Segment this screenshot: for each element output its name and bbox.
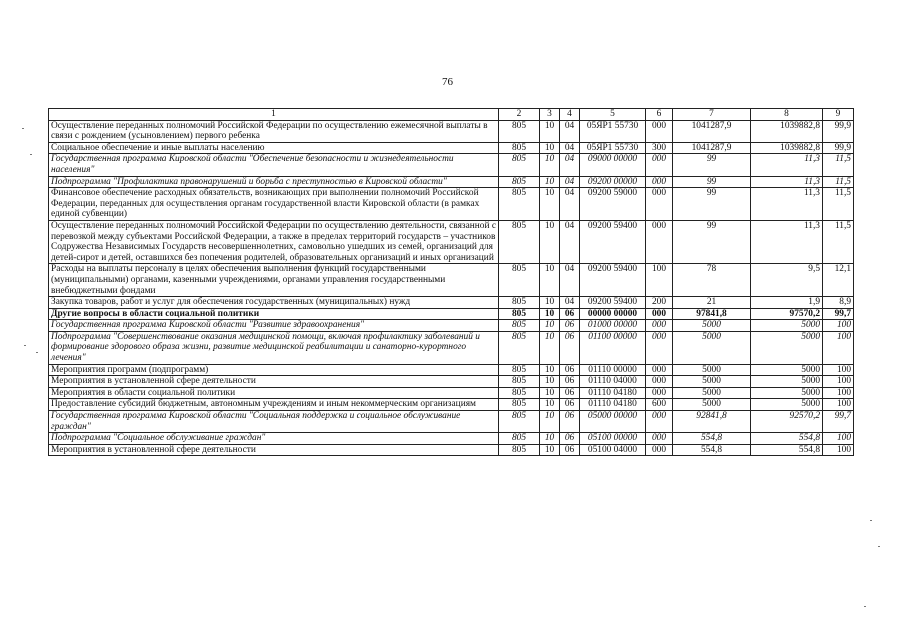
row-value-cell: 10 (540, 142, 560, 154)
row-value-cell: 10 (540, 399, 560, 411)
row-value-cell: 000 (646, 188, 673, 221)
row-value-cell: 5000 (673, 387, 751, 399)
row-value-cell: 06 (560, 308, 580, 320)
row-value-cell: 100 (823, 331, 854, 364)
row-value-cell: 00000 00000 (580, 308, 646, 320)
scan-speck (30, 154, 32, 155)
table-row (49, 433, 854, 445)
row-value-cell: 11,3 (751, 176, 823, 188)
row-value-cell: 100 (823, 364, 854, 376)
row-value-cell: 10 (540, 331, 560, 364)
row-name-cell: Государственная программа Кировской области "Развитие здравоохранения" (49, 320, 499, 332)
row-value-cell: 5000 (673, 331, 751, 364)
row-value-cell: 554,8 (751, 433, 823, 445)
row-value-cell: 99,7 (823, 308, 854, 320)
table-row (49, 220, 854, 263)
row-value-cell: 09200 59400 (580, 220, 646, 263)
row-value-cell: 805 (499, 308, 540, 320)
row-value-cell: 5000 (751, 376, 823, 388)
table-row (49, 308, 854, 320)
row-value-cell: 01110 04000 (580, 376, 646, 388)
row-name-cell: Осуществление переданных полномочий Российской Федерации по осуществлению деятельности, связанной с перевозкой между субъектами Российской Федерации, а также в пределах территорий государств – участников Содружества Независимых Государств несовершеннолетних, самовольно ушедших из семей, организаций для детей-сирот и детей, оставшихся без попечения родителей, образовательных организаций и иных организаций (49, 220, 499, 263)
row-value-cell: 805 (499, 364, 540, 376)
row-value-cell: 600 (646, 399, 673, 411)
row-value-cell: 554,8 (673, 444, 751, 456)
row-value-cell: 805 (499, 264, 540, 297)
row-value-cell: 000 (646, 387, 673, 399)
row-value-cell: 000 (646, 364, 673, 376)
row-name-cell: Закупка товаров, работ и услуг для обеспечения государственных (муниципальных) нужд (49, 297, 499, 309)
table-row (49, 120, 854, 142)
table-row (49, 444, 854, 456)
row-name-cell: Мероприятия программ (подпрограмм) (49, 364, 499, 376)
row-value-cell: 10 (540, 308, 560, 320)
row-value-cell: 09200 00000 (580, 176, 646, 188)
row-value-cell: 97570,2 (751, 308, 823, 320)
row-name-cell: Подпрограмма "Профилактика правонарушений и борьба с преступностью в Кировской области" (49, 176, 499, 188)
row-value-cell: 805 (499, 142, 540, 154)
row-value-cell: 000 (646, 154, 673, 176)
row-value-cell: 000 (646, 120, 673, 142)
row-value-cell: 805 (499, 320, 540, 332)
table-body (49, 109, 854, 456)
row-name-cell: Мероприятия в области социальной политики (49, 387, 499, 399)
table-row (49, 297, 854, 309)
row-value-cell: 5000 (751, 320, 823, 332)
row-value-cell: 99,9 (823, 120, 854, 142)
row-name-cell: Другие вопросы в области социальной политики (49, 308, 499, 320)
row-value-cell: 805 (499, 176, 540, 188)
row-value-cell: 21 (673, 297, 751, 309)
header-cell: 5 (580, 109, 646, 121)
row-value-cell: 10 (540, 411, 560, 433)
row-value-cell: 10 (540, 364, 560, 376)
row-value-cell: 805 (499, 399, 540, 411)
row-value-cell: 11,3 (751, 154, 823, 176)
row-value-cell: 10 (540, 433, 560, 445)
row-value-cell: 09200 59000 (580, 188, 646, 221)
row-value-cell: 11,3 (751, 220, 823, 263)
row-value-cell: 99,9 (823, 142, 854, 154)
table-row (49, 387, 854, 399)
table-row (49, 320, 854, 332)
row-value-cell: 01110 04180 (580, 387, 646, 399)
row-value-cell: 000 (646, 331, 673, 364)
row-value-cell: 10 (540, 220, 560, 263)
row-value-cell: 10 (540, 444, 560, 456)
page-number: 76 (442, 76, 453, 88)
row-value-cell: 06 (560, 387, 580, 399)
row-value-cell: 805 (499, 120, 540, 142)
row-value-cell: 04 (560, 154, 580, 176)
scan-speck (878, 546, 880, 547)
row-value-cell: 04 (560, 142, 580, 154)
header-cell: 8 (751, 109, 823, 121)
row-value-cell: 100 (646, 264, 673, 297)
row-value-cell: 92570,2 (751, 411, 823, 433)
row-value-cell: 11,3 (751, 188, 823, 221)
row-value-cell: 05000 00000 (580, 411, 646, 433)
row-value-cell: 10 (540, 320, 560, 332)
row-value-cell: 01110 04180 (580, 399, 646, 411)
row-value-cell: 99 (673, 154, 751, 176)
row-name-cell: Социальное обеспечение и иные выплаты населению (49, 142, 499, 154)
header-cell: 7 (673, 109, 751, 121)
row-name-cell: Государственная программа Кировской области "Социальная поддержка и социальное обслуживание граждан" (49, 411, 499, 433)
row-value-cell: 9,5 (751, 264, 823, 297)
row-value-cell: 97841,8 (673, 308, 751, 320)
row-value-cell: 04 (560, 297, 580, 309)
row-value-cell: 06 (560, 433, 580, 445)
row-value-cell: 000 (646, 176, 673, 188)
row-name-cell: Мероприятия в установленной сфере деятельности (49, 444, 499, 456)
row-value-cell: 805 (499, 331, 540, 364)
row-value-cell: 11,5 (823, 188, 854, 221)
row-value-cell: 805 (499, 387, 540, 399)
row-value-cell: 99 (673, 176, 751, 188)
row-value-cell: 06 (560, 411, 580, 433)
table-row (49, 264, 854, 297)
row-value-cell: 04 (560, 176, 580, 188)
row-value-cell: 06 (560, 444, 580, 456)
row-value-cell: 10 (540, 376, 560, 388)
header-cell: 3 (540, 109, 560, 121)
table-row (49, 154, 854, 176)
row-value-cell: 1039882,8 (751, 142, 823, 154)
row-value-cell: 100 (823, 387, 854, 399)
row-name-cell: Предоставление субсидий бюджетным, автономным учреждениям и иным некоммерческим организациям (49, 399, 499, 411)
row-value-cell: 100 (823, 444, 854, 456)
row-name-cell: Подпрограмма "Социальное обслуживание граждан" (49, 433, 499, 445)
row-value-cell: 5000 (751, 364, 823, 376)
row-value-cell: 100 (823, 320, 854, 332)
row-name-cell: Государственная программа Кировской области "Обеспечение безопасности и жизнедеятельности населения" (49, 154, 499, 176)
row-value-cell: 10 (540, 188, 560, 221)
row-value-cell: 5000 (673, 364, 751, 376)
row-value-cell: 09200 59400 (580, 264, 646, 297)
row-name-cell: Осуществление переданных полномочий Российской Федерации по осуществлению ежемесячной выплаты в связи с рождением (усыновлением) первого ребенка (49, 120, 499, 142)
scan-speck (22, 128, 24, 129)
row-value-cell: 05100 04000 (580, 444, 646, 456)
row-value-cell: 06 (560, 320, 580, 332)
row-value-cell: 5000 (673, 320, 751, 332)
row-value-cell: 06 (560, 376, 580, 388)
row-value-cell: 000 (646, 308, 673, 320)
row-value-cell: 000 (646, 444, 673, 456)
row-value-cell: 10 (540, 176, 560, 188)
row-value-cell: 805 (499, 444, 540, 456)
row-value-cell: 5000 (751, 331, 823, 364)
row-value-cell: 92841,8 (673, 411, 751, 433)
row-value-cell: 805 (499, 433, 540, 445)
row-value-cell: 805 (499, 297, 540, 309)
row-value-cell: 1041287,9 (673, 142, 751, 154)
row-value-cell: 100 (823, 399, 854, 411)
row-value-cell: 06 (560, 331, 580, 364)
row-value-cell: 99,7 (823, 411, 854, 433)
row-value-cell: 000 (646, 220, 673, 263)
header-cell: 6 (646, 109, 673, 121)
row-value-cell: 78 (673, 264, 751, 297)
scan-speck (24, 345, 26, 346)
row-name-cell: Мероприятия в установленной сфере деятельности (49, 376, 499, 388)
header-cell: 9 (823, 109, 854, 121)
table-row (49, 331, 854, 364)
header-cell: 4 (560, 109, 580, 121)
row-value-cell: 06 (560, 364, 580, 376)
row-value-cell: 805 (499, 154, 540, 176)
row-value-cell: 5000 (751, 399, 823, 411)
row-value-cell: 01000 00000 (580, 320, 646, 332)
row-value-cell: 805 (499, 376, 540, 388)
row-value-cell: 10 (540, 297, 560, 309)
row-value-cell: 000 (646, 411, 673, 433)
row-value-cell: 805 (499, 411, 540, 433)
row-value-cell: 01110 00000 (580, 364, 646, 376)
header-row (49, 109, 854, 121)
row-value-cell: 05ЯР1 55730 (580, 120, 646, 142)
table-row (49, 376, 854, 388)
row-value-cell: 000 (646, 433, 673, 445)
row-value-cell: 11,5 (823, 176, 854, 188)
table-row (49, 188, 854, 221)
budget-table (48, 108, 854, 456)
scan-speck (36, 352, 38, 353)
row-value-cell: 05ЯР1 55730 (580, 142, 646, 154)
row-value-cell: 000 (646, 376, 673, 388)
scan-speck (864, 606, 866, 607)
scan-speck (870, 520, 872, 521)
row-value-cell: 200 (646, 297, 673, 309)
row-value-cell: 10 (540, 154, 560, 176)
row-value-cell: 100 (823, 433, 854, 445)
row-value-cell: 04 (560, 120, 580, 142)
row-value-cell: 554,8 (751, 444, 823, 456)
row-value-cell: 5000 (673, 399, 751, 411)
row-value-cell: 554,8 (673, 433, 751, 445)
row-value-cell: 000 (646, 320, 673, 332)
row-value-cell: 10 (540, 120, 560, 142)
row-value-cell: 99 (673, 220, 751, 263)
row-value-cell: 1039882,8 (751, 120, 823, 142)
table-row (49, 142, 854, 154)
row-value-cell: 09000 00000 (580, 154, 646, 176)
row-value-cell: 300 (646, 142, 673, 154)
row-value-cell: 06 (560, 399, 580, 411)
row-value-cell: 10 (540, 387, 560, 399)
row-value-cell: 04 (560, 188, 580, 221)
row-value-cell: 8,9 (823, 297, 854, 309)
row-value-cell: 09200 59400 (580, 297, 646, 309)
row-value-cell: 10 (540, 264, 560, 297)
row-value-cell: 100 (823, 376, 854, 388)
row-value-cell: 11,5 (823, 220, 854, 263)
row-value-cell: 04 (560, 264, 580, 297)
table-row (49, 411, 854, 433)
row-value-cell: 05100 00000 (580, 433, 646, 445)
row-value-cell: 01100 00000 (580, 331, 646, 364)
row-value-cell: 1,9 (751, 297, 823, 309)
row-value-cell: 12,1 (823, 264, 854, 297)
table-row (49, 364, 854, 376)
row-value-cell: 11,5 (823, 154, 854, 176)
table-row (49, 399, 854, 411)
row-value-cell: 99 (673, 188, 751, 221)
row-value-cell: 04 (560, 220, 580, 263)
row-value-cell: 5000 (673, 376, 751, 388)
row-value-cell: 5000 (751, 387, 823, 399)
row-value-cell: 805 (499, 220, 540, 263)
header-cell: 1 (49, 109, 499, 121)
row-name-cell: Финансовое обеспечение расходных обязательств, возникающих при выполнении полномочий Российской Федерации, переданных для осуществления органам государственной власти Кировской области (в рамках единой субвенции) (49, 188, 499, 221)
row-value-cell: 805 (499, 188, 540, 221)
row-value-cell: 1041287,9 (673, 120, 751, 142)
row-name-cell: Расходы на выплаты персоналу в целях обеспечения выполнения функций государственными (муниципальными) органами, казенными учреждениями, органами управления государственными внебюджетными фондами (49, 264, 499, 297)
row-name-cell: Подпрограмма "Совершенствование оказания медицинской помощи, включая профилактику заболеваний и формирование здорового образа жизни, развитие медицинской реабилитации и санаторно-курортного лечения" (49, 331, 499, 364)
table-row (49, 176, 854, 188)
header-cell: 2 (499, 109, 540, 121)
